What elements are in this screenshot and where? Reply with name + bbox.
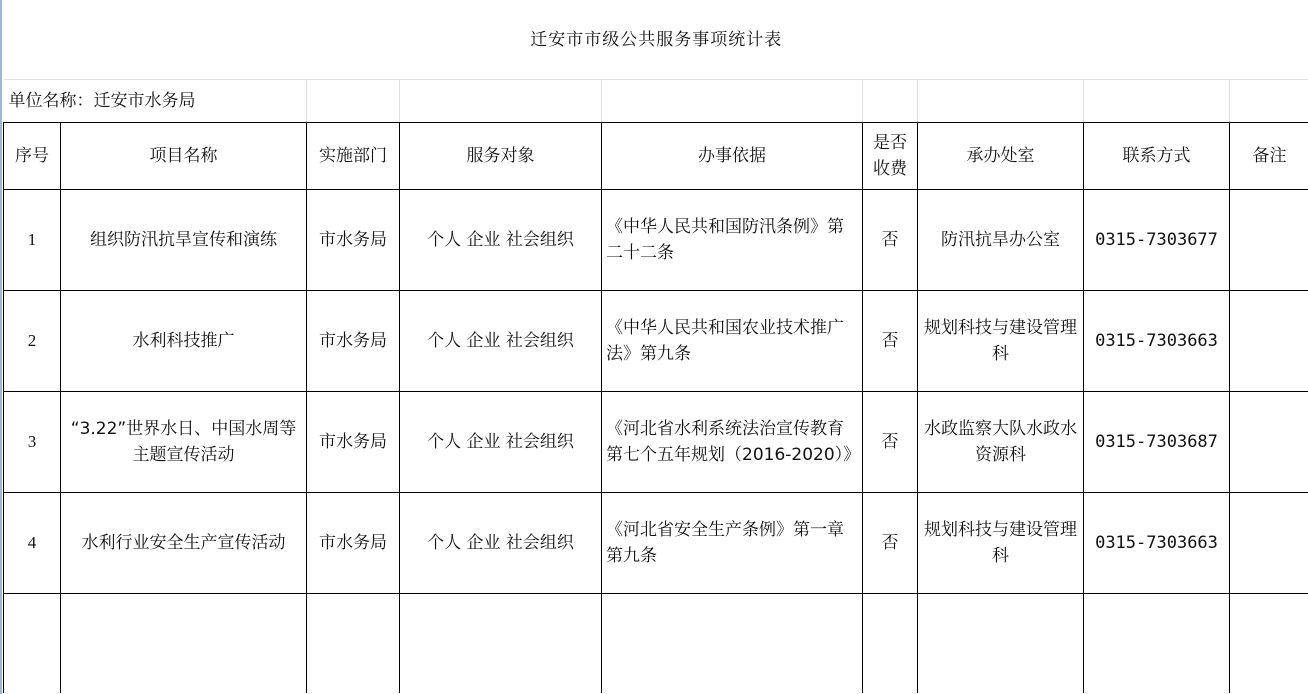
cell-remark[interactable]: [1230, 493, 1308, 594]
cell-contact[interactable]: 0315-7303687: [1084, 392, 1230, 493]
table-row: [4, 493, 1308, 594]
empty-cell[interactable]: [918, 80, 1084, 123]
cell-basis[interactable]: 《中华人民共和国防汛条例》第二十二条: [602, 190, 863, 291]
cell-project[interactable]: “3.22”世界水日、中国水周等主题宣传活动: [61, 392, 307, 493]
empty-cell[interactable]: [1230, 80, 1308, 123]
cell-remark[interactable]: [1230, 190, 1308, 291]
cell-office[interactable]: 防汛抗旱办公室: [918, 190, 1084, 291]
cell-fee[interactable]: 否: [863, 392, 918, 493]
cell-dept[interactable]: 市水务局: [307, 392, 400, 493]
header-index[interactable]: 序号: [4, 123, 61, 190]
cell-office[interactable]: 规划科技与建设管理科: [918, 493, 1084, 594]
statistics-table: [3, 0, 1308, 693]
cell-basis[interactable]: 《中华人民共和国农业技术推广法》第九条: [602, 291, 863, 392]
table-row: [4, 392, 1308, 493]
empty-cell[interactable]: [307, 594, 400, 694]
empty-cell[interactable]: [400, 594, 602, 694]
cell-office[interactable]: 规划科技与建设管理科: [918, 291, 1084, 392]
cell-project[interactable]: 水利行业安全生产宣传活动: [61, 493, 307, 594]
cell-target[interactable]: 个人 企业 社会组织: [400, 291, 602, 392]
empty-cell[interactable]: [1084, 80, 1230, 123]
cell-contact[interactable]: 0315-7303663: [1084, 291, 1230, 392]
header-project[interactable]: 项目名称: [61, 123, 307, 190]
unit-name-cell[interactable]: 单位名称：迁安市水务局: [4, 80, 307, 123]
empty-cell[interactable]: [400, 80, 602, 123]
cell-contact[interactable]: 0315-7303677: [1084, 190, 1230, 291]
table-row: [4, 291, 1308, 392]
cell-fee[interactable]: 否: [863, 190, 918, 291]
cell-remark[interactable]: [1230, 291, 1308, 392]
cell-index[interactable]: 3: [4, 392, 61, 493]
empty-row: [4, 594, 1308, 694]
header-basis[interactable]: 办事依据: [602, 123, 863, 190]
empty-cell[interactable]: [61, 594, 307, 694]
cell-project[interactable]: 水利科技推广: [61, 291, 307, 392]
empty-cell[interactable]: [307, 80, 400, 123]
empty-cell[interactable]: [602, 80, 863, 123]
cell-dept[interactable]: 市水务局: [307, 291, 400, 392]
header-row: [4, 123, 1308, 190]
cell-target[interactable]: 个人 企业 社会组织: [400, 190, 602, 291]
header-office[interactable]: 承办处室: [918, 123, 1084, 190]
cell-fee[interactable]: 否: [863, 291, 918, 392]
header-target[interactable]: 服务对象: [400, 123, 602, 190]
empty-cell[interactable]: [1230, 594, 1308, 694]
cell-contact[interactable]: 0315-7303663: [1084, 493, 1230, 594]
header-dept[interactable]: 实施部门: [307, 123, 400, 190]
empty-cell[interactable]: [602, 594, 863, 694]
empty-cell[interactable]: [863, 80, 918, 123]
cell-project[interactable]: 组织防汛抗旱宣传和演练: [61, 190, 307, 291]
cell-basis[interactable]: 《河北省水利系统法治宣传教育第七个五年规划（2016-2020）》: [602, 392, 863, 493]
cell-dept[interactable]: 市水务局: [307, 190, 400, 291]
cell-target[interactable]: 个人 企业 社会组织: [400, 493, 602, 594]
empty-cell[interactable]: [1084, 594, 1230, 694]
table-title[interactable]: 迁安市市级公共服务事项统计表: [4, 0, 1308, 80]
header-fee[interactable]: 是否收费: [863, 123, 918, 190]
empty-cell[interactable]: [863, 594, 918, 694]
cell-office[interactable]: 水政监察大队水政水资源科: [918, 392, 1084, 493]
cell-target[interactable]: 个人 企业 社会组织: [400, 392, 602, 493]
header-contact[interactable]: 联系方式: [1084, 123, 1230, 190]
cell-fee[interactable]: 否: [863, 493, 918, 594]
empty-cell[interactable]: [918, 594, 1084, 694]
cell-dept[interactable]: 市水务局: [307, 493, 400, 594]
cell-index[interactable]: 4: [4, 493, 61, 594]
cell-basis[interactable]: 《河北省安全生产条例》第一章第九条: [602, 493, 863, 594]
table-row: [4, 190, 1308, 291]
cell-remark[interactable]: [1230, 392, 1308, 493]
cell-index[interactable]: 2: [4, 291, 61, 392]
header-remark[interactable]: 备注: [1230, 123, 1308, 190]
empty-cell[interactable]: [4, 594, 61, 694]
cell-index[interactable]: 1: [4, 190, 61, 291]
